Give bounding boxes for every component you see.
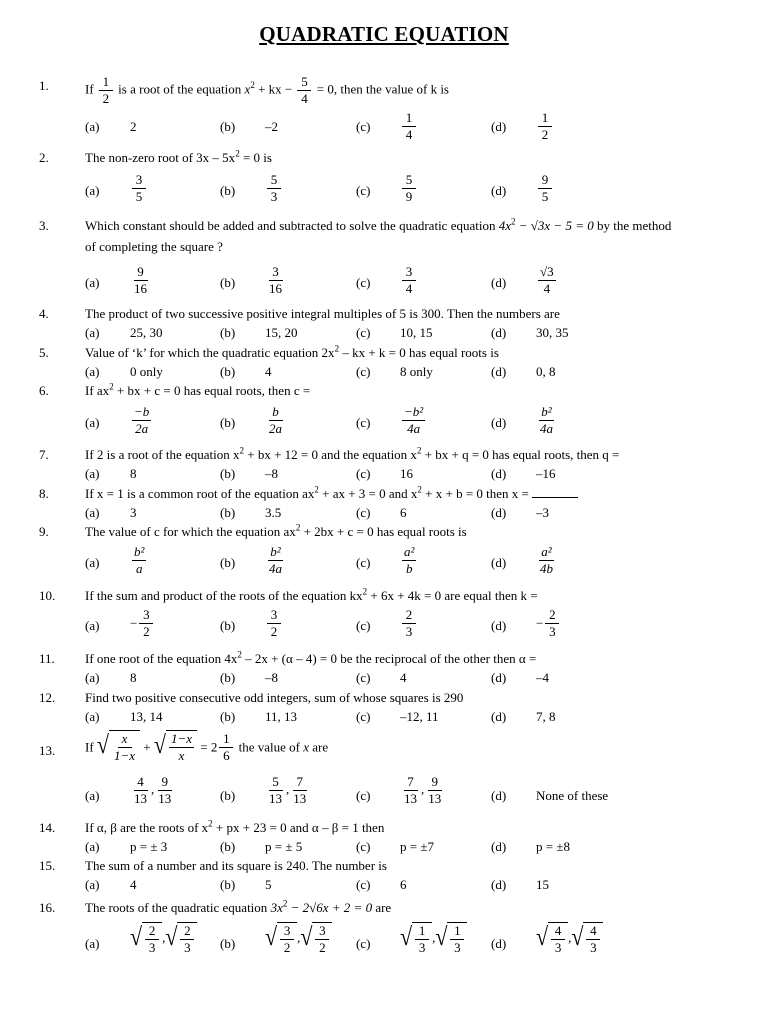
option-c: –12, 11 <box>400 709 439 724</box>
option-c: $\frac{1}{4}$ <box>400 110 418 143</box>
option-b: $\frac{\text{b²}}{4a}$ <box>269 544 282 576</box>
question-stem: If x = 1 is a common root of the equation $ax^2$ + ax + 3 = 0 and $x^2 + x + b = 0$ then x = <box>85 483 728 504</box>
option-a: 2 <box>130 119 137 134</box>
question-number: 8. <box>39 486 49 501</box>
stem-text: is a root of the equation <box>118 81 242 97</box>
option-label-b: (b) <box>220 839 236 854</box>
option-label-a: (a) <box>85 466 100 481</box>
option-label-b: (b) <box>220 936 236 951</box>
option-d: $\frac{1}{2}$ <box>536 110 554 143</box>
option-label-a: (a) <box>85 325 100 340</box>
option-label-b: (b) <box>220 618 236 633</box>
option-label-b: (b) <box>220 183 236 198</box>
option-label-a: (a) <box>85 505 100 520</box>
option-label-a: (a) <box>85 618 100 633</box>
option-label-a: (a) <box>85 670 100 685</box>
option-label-c: (c) <box>356 555 371 570</box>
option-a: 3 <box>130 505 137 520</box>
option-c: 4 <box>400 670 407 685</box>
option-a: p = ± 3 <box>130 839 168 854</box>
question-number: 11. <box>39 651 55 666</box>
option-d: 7, 8 <box>536 709 556 724</box>
option-c: 8 only <box>400 364 433 379</box>
option-label-d: (d) <box>491 936 507 951</box>
question-number: 16. <box>39 900 56 915</box>
option-b: p = ± 5 <box>265 839 303 854</box>
option-a: $\frac{4}{13}$ , $\frac{9}{13}$ <box>134 774 172 806</box>
option-label-d: (d) <box>491 505 507 520</box>
option-c: $\frac{\text{a²}}{b}$ <box>404 544 415 576</box>
option-d: 0, 8 <box>536 364 556 379</box>
option-label-b: (b) <box>220 877 236 892</box>
question-stem: If one root of the equation $4x^2 - 2x + (\alpha - 4) = 0$ be the reciprocal of the other then α = <box>85 649 537 666</box>
option-a: 8 <box>130 670 137 685</box>
option-label-d: (d) <box>491 877 507 892</box>
option-d: None of these <box>536 788 609 803</box>
question-number: 14. <box>39 820 56 835</box>
option-label-d: (d) <box>491 119 507 134</box>
option-label-a: (a) <box>85 709 100 724</box>
question-number: 10. <box>39 588 56 603</box>
option-a: $\frac{9}{16}$ <box>134 264 147 296</box>
option-label-a: (a) <box>85 275 100 290</box>
option-b: –2 <box>265 119 278 134</box>
option-label-c: (c) <box>356 839 371 854</box>
option-d: $\frac{\text{a²}}{4b}$ <box>540 544 553 576</box>
option-label-b: (b) <box>220 788 236 803</box>
stem-text: , then the value of k is <box>333 81 449 97</box>
option-a: − $\frac{3}{2}$ <box>130 607 155 640</box>
option-label-b: (b) <box>220 709 236 724</box>
option-d: 30, 35 <box>536 325 569 340</box>
option-label-d: (d) <box>491 364 507 379</box>
option-label-a: (a) <box>85 415 100 430</box>
sqrt-expression: √ $\frac{1-x}{x}$ <box>154 730 197 764</box>
option-label-b: (b) <box>220 119 236 134</box>
option-c: $\frac{\text{−b²}}{4a}$ <box>404 404 424 436</box>
equation-text: = 0 <box>316 81 334 97</box>
option-label-c: (c) <box>356 709 371 724</box>
question-number: 7. <box>39 447 49 462</box>
fraction: $\frac{5}{4}$ <box>297 74 311 107</box>
question-number: 2. <box>39 150 49 165</box>
option-a: √ $\frac{2}{3}$ , √ $\frac{2}{3}$ <box>130 922 197 956</box>
option-b: 15, 20 <box>265 325 298 340</box>
option-label-a: (a) <box>85 877 100 892</box>
option-b: 3.5 <box>265 505 282 520</box>
option-d: − $\frac{2}{3}$ <box>536 607 561 640</box>
option-c: 10, 15 <box>400 325 433 340</box>
option-b: 5 <box>265 877 272 892</box>
option-a: 8 <box>130 466 137 481</box>
option-a: $\frac{3}{5}$ <box>130 172 148 205</box>
question-stem: If √ $\frac{x}{1-x}$ + √ $\frac{1-x}{x}$ = 2 $\frac{1}{6}$ the value of x are <box>85 729 329 763</box>
option-c: $\frac{3}{4}$ <box>400 264 418 297</box>
option-label-a: (a) <box>85 936 100 951</box>
question-stem: Value of ‘k’ for which the quadratic equation $2x^2$ – kx + k = 0 has equal roots is <box>85 343 499 360</box>
equation-text: + kx − <box>254 81 293 97</box>
option-label-c: (c) <box>356 183 371 198</box>
option-c: 16 <box>400 466 413 481</box>
question-number: 5. <box>39 345 49 360</box>
answer-blank <box>532 485 578 498</box>
option-c: 6 <box>400 505 407 520</box>
option-label-d: (d) <box>491 618 507 633</box>
option-label-b: (b) <box>220 505 236 520</box>
option-label-b: (b) <box>220 325 236 340</box>
option-b: $\frac{5}{13}$ , $\frac{7}{13}$ <box>269 774 307 806</box>
option-label-a: (a) <box>85 119 100 134</box>
option-d: p = ±8 <box>536 839 570 854</box>
fraction: $\frac{1}{2}$ <box>99 74 113 107</box>
option-label-b: (b) <box>220 670 236 685</box>
option-label-c: (c) <box>356 877 371 892</box>
option-label-c: (c) <box>356 788 371 803</box>
option-b: $\frac{b}{2a}$ <box>269 404 282 436</box>
option-label-d: (d) <box>491 555 507 570</box>
option-label-d: (d) <box>491 839 507 854</box>
option-label-d: (d) <box>491 466 507 481</box>
question-stem: If α, β are the roots of $x^2$ + px + 23 = 0 and α – β = 1 then <box>85 818 385 835</box>
option-label-d: (d) <box>491 415 507 430</box>
option-label-b: (b) <box>220 466 236 481</box>
question-stem: If the sum and product of the roots of the equation $kx^2 + 6x + 4k = 0$ are equal then k = <box>85 586 538 603</box>
option-b: 4 <box>265 364 272 379</box>
option-b: –8 <box>265 670 278 685</box>
option-label-a: (a) <box>85 555 100 570</box>
option-c: √ $\frac{1}{3}$ , √ $\frac{1}{3}$ <box>400 922 467 956</box>
option-a: 25, 30 <box>130 325 163 340</box>
option-d: 15 <box>536 877 549 892</box>
sqrt-expression: √ $\frac{x}{1-x}$ <box>97 730 140 764</box>
option-label-c: (c) <box>356 364 371 379</box>
option-label-c: (c) <box>356 119 371 134</box>
option-label-a: (a) <box>85 788 100 803</box>
option-c: p = ±7 <box>400 839 434 854</box>
option-label-c: (c) <box>356 670 371 685</box>
option-d: $\frac{\text{b²}}{4a}$ <box>540 404 553 436</box>
option-label-d: (d) <box>491 325 507 340</box>
option-a: 4 <box>130 877 137 892</box>
option-b: $\frac{5}{3}$ <box>265 172 283 205</box>
option-label-c: (c) <box>356 325 371 340</box>
option-b: $\frac{3}{2}$ <box>265 607 283 640</box>
option-label-a: (a) <box>85 364 100 379</box>
question-stem: The non-zero root of $3x - 5x^2 = 0$ is <box>85 148 272 165</box>
question-stem: If $\frac{1}{2}$ is a root of the equation $x^2$ + kx − $\frac{5}{4}$ = 0, then the value of k is <box>85 74 449 106</box>
question-number: 12. <box>39 690 56 705</box>
option-label-c: (c) <box>356 415 371 430</box>
option-c: $\frac{5}{9}$ <box>400 172 418 205</box>
option-label-a: (a) <box>85 183 100 198</box>
option-c: $\frac{2}{3}$ <box>400 607 418 640</box>
question-stem: The product of two successive positive integral multiples of 5 is 300. Then the numbers are <box>85 306 560 321</box>
option-d: $\frac{9}{5}$ <box>536 172 554 205</box>
question-number: 4. <box>39 306 49 321</box>
question-number: 9. <box>39 524 49 539</box>
option-label-d: (d) <box>491 183 507 198</box>
option-label-d: (d) <box>491 788 507 803</box>
option-label-d: (d) <box>491 275 507 290</box>
option-a: 13, 14 <box>130 709 163 724</box>
question-stem: The roots of the quadratic equation $3x^2 - 2√6x + 2 = 0$ are <box>85 898 392 915</box>
option-c: 6 <box>400 877 407 892</box>
option-label-b: (b) <box>220 364 236 379</box>
question-number: 15. <box>39 858 56 873</box>
option-label-a: (a) <box>85 839 100 854</box>
option-b: $\frac{3}{16}$ <box>269 264 282 296</box>
option-d: –16 <box>536 466 556 481</box>
question-stem-line2: of completing the square ? <box>85 239 223 254</box>
option-c: $\frac{7}{13}$ , $\frac{9}{13}$ <box>404 774 442 806</box>
question-number: 13. <box>39 743 56 758</box>
equation-var: x <box>244 81 251 97</box>
option-label-b: (b) <box>220 275 236 290</box>
option-label-c: (c) <box>356 505 371 520</box>
option-a: 0 only <box>130 364 163 379</box>
question-stem: The value of c for which the equation $ax^2 + 2bx + c = 0$ has equal roots is <box>85 522 467 539</box>
option-label-d: (d) <box>491 670 507 685</box>
option-label-d: (d) <box>491 709 507 724</box>
question-number: 1. <box>39 78 49 93</box>
option-label-c: (c) <box>356 936 371 951</box>
option-d: $\frac{√3}{4}$ <box>540 264 554 296</box>
option-label-c: (c) <box>356 275 371 290</box>
option-b: √ $\frac{3}{2}$ , √ $\frac{3}{2}$ <box>265 922 332 956</box>
question-stem: Which constant should be added and subtracted to solve the quadratic equation $4x^2 - √3x - 5 = 0$ by the method <box>85 216 672 233</box>
option-b: –8 <box>265 466 278 481</box>
option-b: 11, 13 <box>265 709 298 724</box>
option-d: –3 <box>536 505 549 520</box>
option-a: $\frac{\text{b²}}{a}$ <box>134 544 145 576</box>
stem-text: If <box>85 81 94 97</box>
option-d: √ $\frac{4}{3}$ , √ $\frac{4}{3}$ <box>536 922 603 956</box>
option-d: –4 <box>536 670 549 685</box>
option-label-c: (c) <box>356 466 371 481</box>
page-title: QUADRATIC EQUATION <box>259 22 509 46</box>
question-number: 3. <box>39 218 49 233</box>
question-stem: If 2 is a root of the equation $x^2$ + bx + 12 = 0 and the equation $x^2$ + bx + q = 0 has equal roots, then q = <box>85 445 620 462</box>
question-stem: Find two positive consecutive odd integers, sum of whose squares is 290 <box>85 690 464 705</box>
question-number: 6. <box>39 383 49 398</box>
question-stem: The sum of a number and its square is 240. The number is <box>85 858 387 873</box>
option-label-b: (b) <box>220 555 236 570</box>
option-label-c: (c) <box>356 618 371 633</box>
question-stem: If $ax^2$ + bx + c = 0 has equal roots, then c = <box>85 381 311 398</box>
option-label-b: (b) <box>220 415 236 430</box>
option-a: $\frac{-b}{2a}$ <box>134 404 150 436</box>
